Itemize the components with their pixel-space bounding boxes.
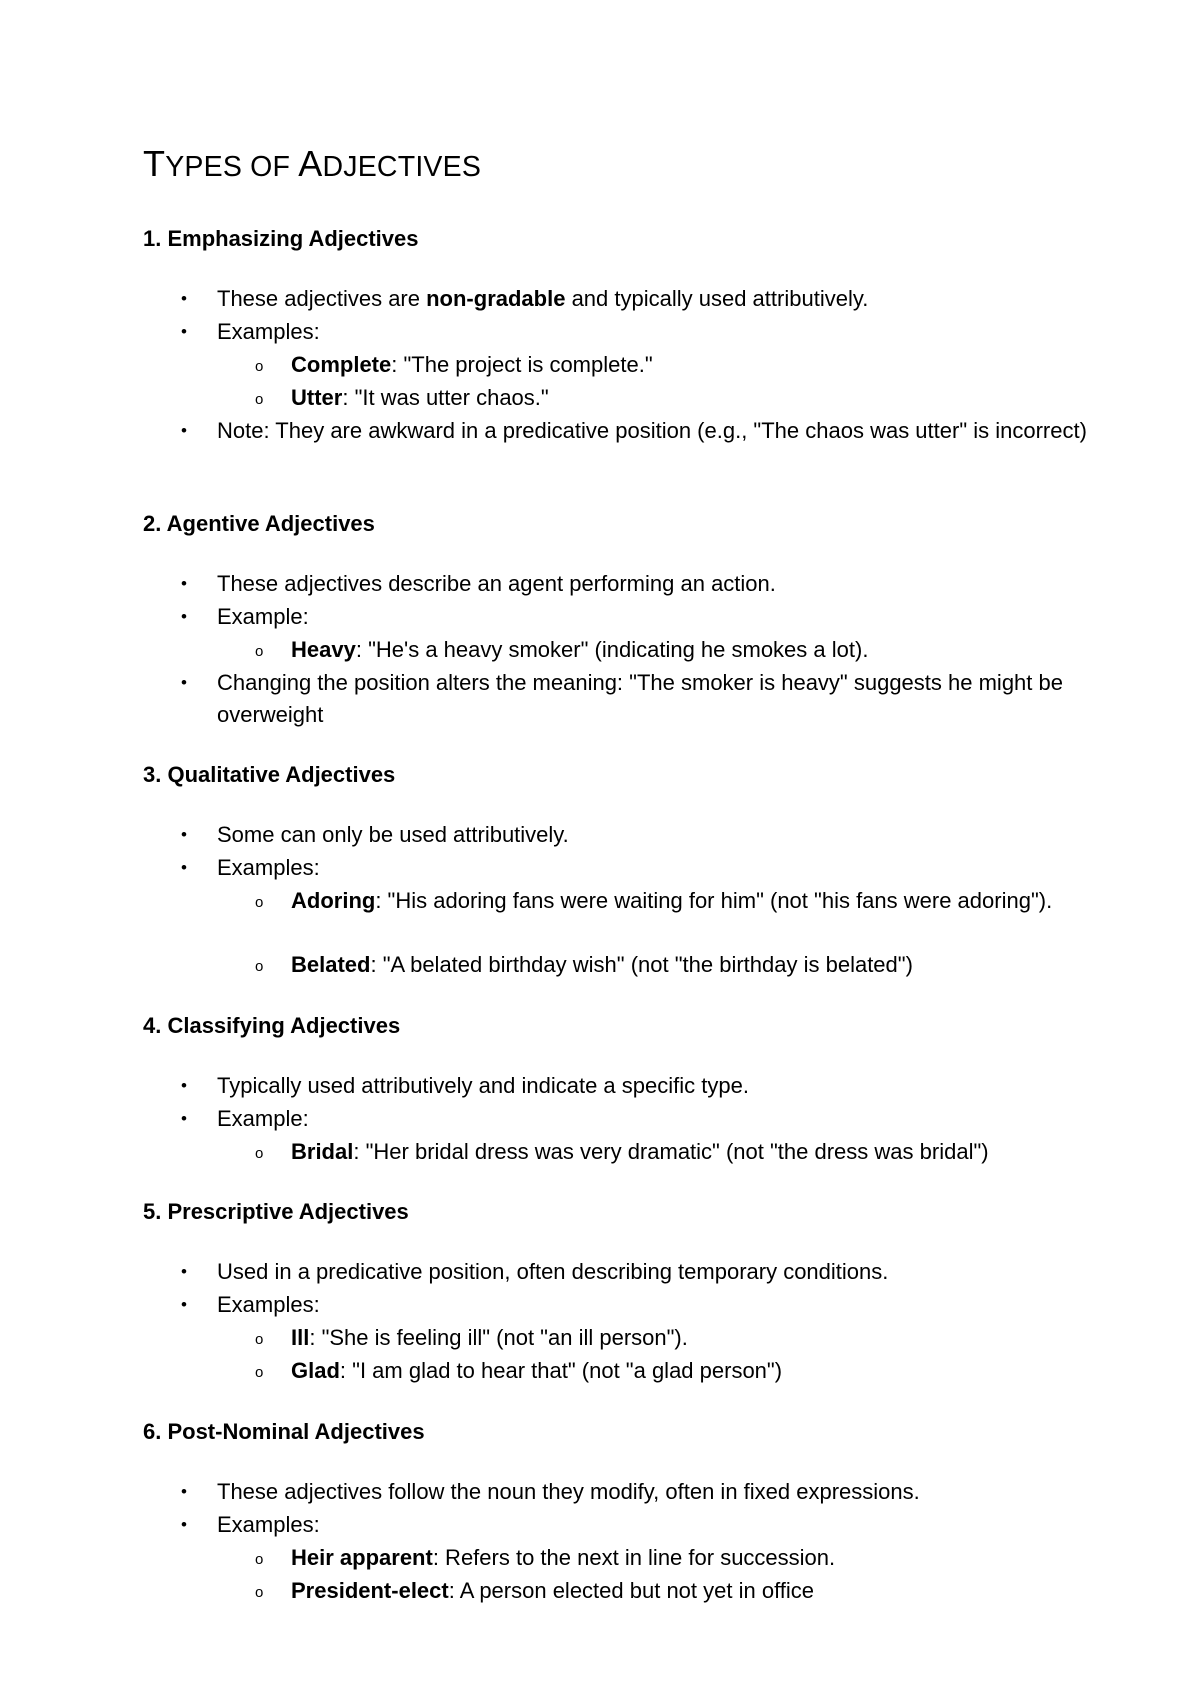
example-text: : "I am glad to hear that" (not "a glad person") (339, 1358, 783, 1383)
list-item (181, 1104, 1097, 1134)
item-text: Example: (217, 604, 309, 629)
sub-list-item (255, 1356, 1171, 1386)
item-text: and typically used attributively. (565, 286, 869, 311)
item-text: Some can only be used attributively. (217, 822, 569, 847)
section-heading-emphasizing: 1. Emphasizing Adjectives (143, 226, 419, 251)
sub-bullet-icon: o (255, 643, 264, 660)
example-term: Glad (291, 1358, 340, 1383)
item-text: Examples: (217, 1292, 320, 1317)
example-term: Belated (291, 952, 371, 977)
item-text: These adjectives describe an agent performing an action. (217, 571, 776, 596)
bullet-icon: • (181, 574, 187, 593)
sub-list-item (255, 635, 1171, 665)
bullet-icon: • (181, 1295, 187, 1314)
list-item (181, 1071, 1097, 1101)
item-text: Examples: (217, 1512, 320, 1537)
title-cap-a: A (298, 143, 323, 184)
bullet-icon: • (181, 1482, 187, 1501)
title-cap-t: T (143, 143, 166, 184)
title-small-caps-2: DJECTIVES (322, 151, 482, 183)
example-term: Complete (291, 352, 392, 377)
example-text: : "It was utter chaos." (342, 385, 549, 410)
sub-bullet-icon: o (255, 1364, 264, 1381)
sub-list-item (255, 383, 1171, 413)
list-item (181, 1477, 1097, 1507)
list-item (181, 820, 1097, 850)
example-term: Ill (291, 1325, 310, 1350)
sub-list-item (255, 1576, 1171, 1606)
item-bold-text: non-gradable (426, 286, 566, 311)
item-text: Note: They are awkward in a predicative position (e.g., "The chaos was utter" is incorrect) (217, 418, 1087, 443)
list-item (181, 1290, 1097, 1320)
item-text: Examples: (217, 319, 320, 344)
section-heading-agentive: 2. Agentive Adjectives (143, 511, 375, 536)
sub-list-item (255, 1323, 1171, 1353)
example-term: President-elect (291, 1578, 449, 1603)
bullet-icon: • (181, 1076, 187, 1095)
title-small-caps-1: YPES OF (165, 151, 299, 183)
list-item (181, 667, 1097, 731)
bullet-icon: • (181, 289, 187, 308)
item-text: Example: (217, 1106, 309, 1131)
list-item (181, 1510, 1097, 1540)
bullet-icon: • (181, 607, 187, 626)
sub-bullet-icon: o (255, 391, 264, 408)
sub-bullet-icon: o (255, 894, 264, 911)
section-heading-prescriptive: 5. Prescriptive Adjectives (143, 1199, 409, 1224)
bullet-icon: • (181, 322, 187, 341)
bullet-icon: • (181, 825, 187, 844)
item-text: Typically used attributively and indicate a specific type. (217, 1073, 749, 1098)
example-text: : A person elected but not yet in office (448, 1578, 815, 1603)
list-item (181, 415, 1097, 447)
sub-bullet-icon: o (255, 958, 264, 975)
example-term: Utter (291, 385, 343, 410)
sub-bullet-icon: o (255, 358, 264, 375)
bullet-icon: • (181, 421, 187, 440)
example-text: : "The project is complete." (391, 352, 653, 377)
example-text: : "She is feeling ill" (not "an ill person"). (309, 1325, 688, 1350)
example-term: Heavy (291, 637, 356, 662)
sub-bullet-icon: o (255, 1145, 264, 1162)
list-item (181, 853, 1097, 883)
list-item (181, 569, 1097, 599)
sub-list-item (255, 885, 1071, 917)
example-text: : "Her bridal dress was very dramatic" (not "the dress was bridal") (353, 1139, 989, 1164)
list-item (181, 602, 1097, 632)
sub-list-item (255, 950, 1171, 980)
bullet-icon: • (181, 1109, 187, 1128)
page-title (143, 142, 481, 185)
item-text: These adjectives follow the noun they modify, often in fixed expressions. (217, 1479, 920, 1504)
example-text: : "He's a heavy smoker" (indicating he smokes a lot). (355, 637, 869, 662)
item-text: Examples: (217, 855, 320, 880)
bullet-icon: • (181, 1515, 187, 1534)
sub-list-item (255, 1137, 1171, 1167)
example-text: : Refers to the next in line for succession. (432, 1545, 836, 1570)
sub-bullet-icon: o (255, 1584, 264, 1601)
sub-list-item (255, 350, 1171, 380)
item-text: Used in a predicative position, often describing temporary conditions. (217, 1259, 889, 1284)
sub-bullet-icon: o (255, 1331, 264, 1348)
example-text: : "A belated birthday wish" (not "the birthday is belated") (370, 952, 913, 977)
section-heading-post-nominal: 6. Post-Nominal Adjectives (143, 1419, 425, 1444)
list-item (181, 284, 1097, 314)
item-text: Changing the position alters the meaning: "The smoker is heavy" suggests he might be overweight (217, 670, 1063, 727)
example-text: : "His adoring fans were waiting for him" (not "his fans were adoring"). (375, 888, 1053, 913)
list-item (181, 1257, 1097, 1287)
sub-bullet-icon: o (255, 1551, 264, 1568)
bullet-icon: • (181, 1262, 187, 1281)
list-item (181, 317, 1097, 347)
sub-list-item (255, 1543, 1171, 1573)
example-term: Bridal (291, 1139, 354, 1164)
section-heading-classifying: 4. Classifying Adjectives (143, 1013, 401, 1038)
item-text: These adjectives are (217, 286, 427, 311)
example-term: Adoring (291, 888, 376, 913)
bullet-icon: • (181, 858, 187, 877)
section-heading-qualitative: 3. Qualitative Adjectives (143, 762, 396, 787)
bullet-icon: • (181, 673, 187, 692)
example-term: Heir apparent (291, 1545, 433, 1570)
